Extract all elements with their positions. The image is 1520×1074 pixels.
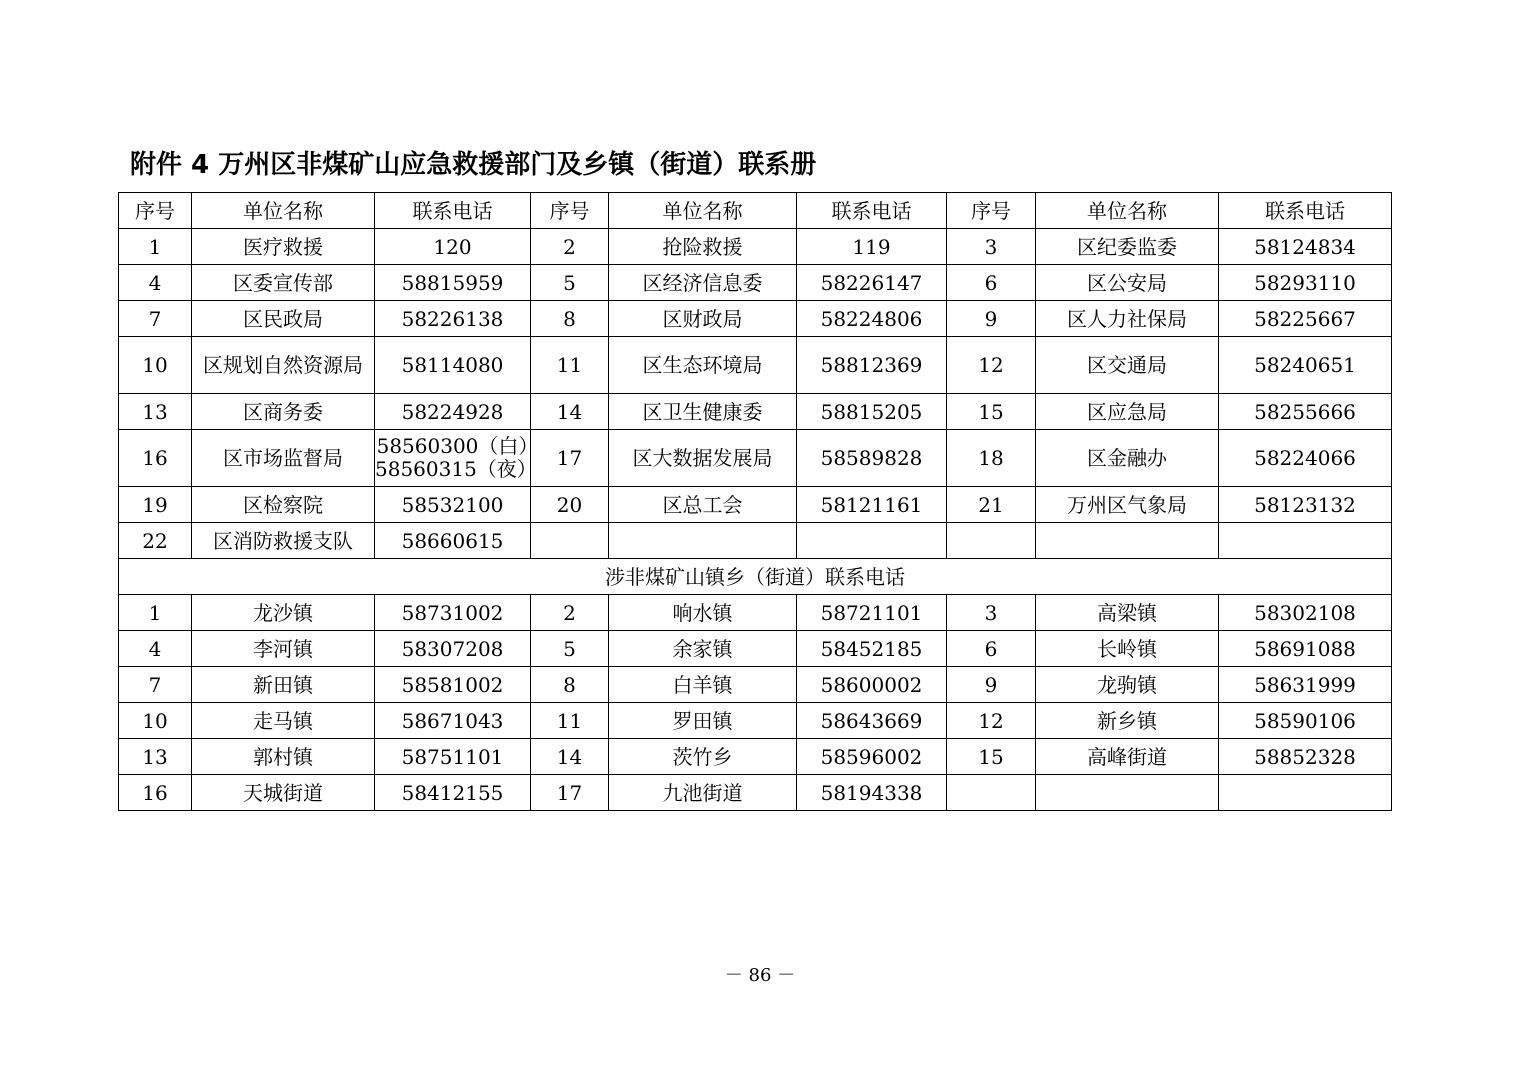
- phone-cell: 58124834: [1219, 229, 1392, 265]
- unit-name-cell: 长岭镇: [1036, 631, 1219, 667]
- phone-cell: 58121161: [797, 487, 947, 523]
- index-cell: 12: [947, 337, 1036, 394]
- unit-name-cell: 抢险救援: [609, 229, 797, 265]
- phone-cell: [1219, 775, 1392, 811]
- index-cell: 15: [947, 739, 1036, 775]
- index-cell: 4: [119, 631, 192, 667]
- unit-name-cell: [609, 523, 797, 559]
- index-cell: 9: [947, 667, 1036, 703]
- contacts-table: [118, 192, 1392, 811]
- unit-name-cell: 医疗救援: [192, 229, 375, 265]
- index-cell: 13: [119, 739, 192, 775]
- unit-name-cell: 罗田镇: [609, 703, 797, 739]
- unit-name-cell: 走马镇: [192, 703, 375, 739]
- phone-cell: 58815959: [375, 265, 531, 301]
- index-cell: 17: [531, 775, 609, 811]
- unit-name-cell: 区人力社保局: [1036, 301, 1219, 337]
- index-cell: [947, 523, 1036, 559]
- index-cell: [531, 523, 609, 559]
- unit-name-cell: 区规划自然资源局: [192, 337, 375, 394]
- index-cell: 19: [119, 487, 192, 523]
- section-heading-row: [119, 559, 1392, 595]
- unit-name-cell: 区民政局: [192, 301, 375, 337]
- department-row: [119, 337, 1392, 394]
- unit-name-cell: 高峰街道: [1036, 739, 1219, 775]
- phone-cell: 58226138: [375, 301, 531, 337]
- index-cell: 20: [531, 487, 609, 523]
- index-cell: 21: [947, 487, 1036, 523]
- phone-cell: 58596002: [797, 739, 947, 775]
- unit-name-cell: 九池街道: [609, 775, 797, 811]
- phone-cell: 58532100: [375, 487, 531, 523]
- index-cell: 13: [119, 394, 192, 430]
- unit-name-cell: 茨竹乡: [609, 739, 797, 775]
- department-row: [119, 523, 1392, 559]
- unit-name-cell: 万州区气象局: [1036, 487, 1219, 523]
- unit-name-cell: 龙驹镇: [1036, 667, 1219, 703]
- unit-name-cell: 白羊镇: [609, 667, 797, 703]
- town-row: [119, 667, 1392, 703]
- phone-cell: 58590106: [1219, 703, 1392, 739]
- phone-cell: 58412155: [375, 775, 531, 811]
- index-cell: 16: [119, 775, 192, 811]
- phone-cell: 58815205: [797, 394, 947, 430]
- unit-name-cell: 新田镇: [192, 667, 375, 703]
- index-cell: 12: [947, 703, 1036, 739]
- index-cell: 7: [119, 301, 192, 337]
- unit-name-cell: 区公安局: [1036, 265, 1219, 301]
- unit-name-cell: 龙沙镇: [192, 595, 375, 631]
- phone-cell: 联系电话: [1219, 193, 1392, 229]
- phone-cell: 58691088: [1219, 631, 1392, 667]
- phone-cell: 58589828: [797, 430, 947, 487]
- table-body: [119, 193, 1392, 811]
- index-cell: 14: [531, 394, 609, 430]
- unit-name-cell: 区应急局: [1036, 394, 1219, 430]
- index-cell: 10: [119, 703, 192, 739]
- unit-name-cell: 区卫生健康委: [609, 394, 797, 430]
- unit-name-cell: 区委宣传部: [192, 265, 375, 301]
- unit-name-cell: 区总工会: [609, 487, 797, 523]
- department-row: [119, 265, 1392, 301]
- phone-cell: 58560300（白）58560315（夜）: [375, 430, 531, 487]
- phone-cell: 58581002: [375, 667, 531, 703]
- phone-cell: 58307208: [375, 631, 531, 667]
- unit-name-cell: 区消防救援支队: [192, 523, 375, 559]
- phone-cell: 58226147: [797, 265, 947, 301]
- index-cell: 9: [947, 301, 1036, 337]
- section-heading: 涉非煤矿山镇乡（街道）联系电话: [119, 559, 1392, 595]
- phone-cell: 58721101: [797, 595, 947, 631]
- phone-cell: 58224806: [797, 301, 947, 337]
- index-cell: 6: [947, 265, 1036, 301]
- phone-cell: 58224928: [375, 394, 531, 430]
- phone-cell: 58225667: [1219, 301, 1392, 337]
- phone-cell: 58194338: [797, 775, 947, 811]
- unit-name-cell: 区金融办: [1036, 430, 1219, 487]
- town-row: [119, 739, 1392, 775]
- phone-cell: 58114080: [375, 337, 531, 394]
- department-row: [119, 487, 1392, 523]
- unit-name-cell: 响水镇: [609, 595, 797, 631]
- phone-cell: 58123132: [1219, 487, 1392, 523]
- department-row: [119, 394, 1392, 430]
- unit-name-cell: [1036, 523, 1219, 559]
- phone-cell: 联系电话: [797, 193, 947, 229]
- index-cell: 16: [119, 430, 192, 487]
- index-cell: [947, 775, 1036, 811]
- index-cell: 18: [947, 430, 1036, 487]
- index-cell: 2: [531, 229, 609, 265]
- index-cell: 14: [531, 739, 609, 775]
- index-cell: 15: [947, 394, 1036, 430]
- phone-cell: 58255666: [1219, 394, 1392, 430]
- unit-name-cell: 区经济信息委: [609, 265, 797, 301]
- index-cell: 3: [947, 595, 1036, 631]
- phone-cell: 58293110: [1219, 265, 1392, 301]
- phone-cell: 58240651: [1219, 337, 1392, 394]
- unit-name-cell: 区检察院: [192, 487, 375, 523]
- town-row: [119, 631, 1392, 667]
- unit-name-cell: 区交通局: [1036, 337, 1219, 394]
- phone-cell: [1219, 523, 1392, 559]
- index-cell: 3: [947, 229, 1036, 265]
- town-row: [119, 703, 1392, 739]
- unit-name-cell: 新乡镇: [1036, 703, 1219, 739]
- unit-name-cell: 区商务委: [192, 394, 375, 430]
- index-cell: 6: [947, 631, 1036, 667]
- unit-name-cell: 区生态环境局: [609, 337, 797, 394]
- index-cell: 17: [531, 430, 609, 487]
- phone-cell: 58631999: [1219, 667, 1392, 703]
- unit-name-cell: 天城街道: [192, 775, 375, 811]
- phone-cell: [797, 523, 947, 559]
- index-cell: 7: [119, 667, 192, 703]
- phone-cell: 58660615: [375, 523, 531, 559]
- index-cell: 8: [531, 301, 609, 337]
- index-cell: 序号: [119, 193, 192, 229]
- phone-cell: 58643669: [797, 703, 947, 739]
- unit-name-cell: 李河镇: [192, 631, 375, 667]
- unit-name-cell: 余家镇: [609, 631, 797, 667]
- index-cell: 5: [531, 631, 609, 667]
- phone-cell: 58751101: [375, 739, 531, 775]
- unit-name-cell: 单位名称: [1036, 193, 1219, 229]
- phone-cell: 58671043: [375, 703, 531, 739]
- index-cell: 4: [119, 265, 192, 301]
- index-cell: 8: [531, 667, 609, 703]
- phone-cell: 58452185: [797, 631, 947, 667]
- index-cell: 10: [119, 337, 192, 394]
- index-cell: 22: [119, 523, 192, 559]
- department-row: [119, 301, 1392, 337]
- phone-cell: 58302108: [1219, 595, 1392, 631]
- phone-cell: 119: [797, 229, 947, 265]
- index-cell: 1: [119, 229, 192, 265]
- department-row: [119, 229, 1392, 265]
- phone-cell: 58852328: [1219, 739, 1392, 775]
- index-cell: 序号: [531, 193, 609, 229]
- phone-cell: 58224066: [1219, 430, 1392, 487]
- index-cell: 11: [531, 337, 609, 394]
- unit-name-cell: [1036, 775, 1219, 811]
- index-cell: 11: [531, 703, 609, 739]
- index-cell: 5: [531, 265, 609, 301]
- town-row: [119, 775, 1392, 811]
- phone-cell: 120: [375, 229, 531, 265]
- phone-cell: 联系电话: [375, 193, 531, 229]
- index-cell: 序号: [947, 193, 1036, 229]
- unit-name-cell: 单位名称: [609, 193, 797, 229]
- unit-name-cell: 区纪委监委: [1036, 229, 1219, 265]
- unit-name-cell: 郭村镇: [192, 739, 375, 775]
- phone-cell: 58600002: [797, 667, 947, 703]
- unit-name-cell: 区大数据发展局: [609, 430, 797, 487]
- header-row: [119, 193, 1392, 229]
- unit-name-cell: 单位名称: [192, 193, 375, 229]
- page-number: － 86 －: [724, 965, 796, 986]
- index-cell: 1: [119, 595, 192, 631]
- unit-name-cell: 区市场监督局: [192, 430, 375, 487]
- town-row: [119, 595, 1392, 631]
- department-row: [119, 430, 1392, 487]
- phone-cell: 58731002: [375, 595, 531, 631]
- index-cell: 2: [531, 595, 609, 631]
- unit-name-cell: 区财政局: [609, 301, 797, 337]
- page-title: 附件 4 万州区非煤矿山应急救援部门及乡镇（街道）联系册: [130, 150, 817, 180]
- phone-cell: 58812369: [797, 337, 947, 394]
- unit-name-cell: 高梁镇: [1036, 595, 1219, 631]
